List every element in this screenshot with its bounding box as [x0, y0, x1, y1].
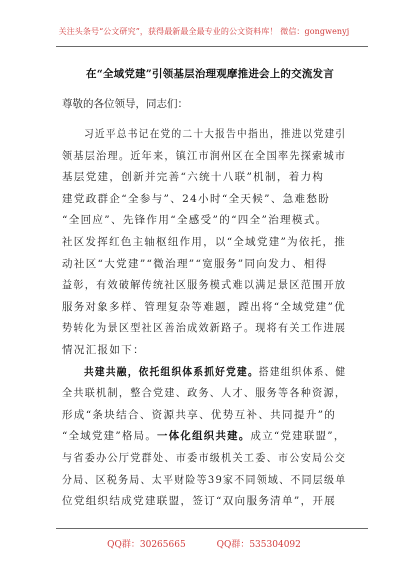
body-line — [62, 472, 346, 487]
section-heading: 共建共融，依托组织体系抓好党建。 — [84, 365, 259, 378]
body-line — [62, 148, 346, 163]
body-text: 全共联机制，整合党建、政务、人才、服务等各种资源， — [62, 387, 347, 400]
body-line — [62, 428, 346, 443]
body-text: 情况汇报如下： — [62, 344, 145, 356]
body-line — [84, 364, 346, 379]
body-line — [84, 126, 346, 141]
footer-qq-group-1: QQ群：30265665 — [107, 540, 186, 550]
body-text: 位党组织结成党建联盟，签订“双向服务清单”，开展 — [62, 495, 337, 508]
body-line — [62, 450, 346, 465]
document-title: 在“全域党建”引领基层治理观摩推进会上的交流发言 — [86, 68, 334, 80]
footer-qq-group-2: QQ群：535304092 — [216, 540, 301, 550]
body-text: 益彰，有效破解传统社区服务模式难以满足景区范围开放 — [62, 279, 347, 292]
body-line — [62, 212, 327, 227]
body-text: 分局、区税务局、太平财险等39家不同领域、不同层级单 — [62, 473, 347, 486]
body-text: 领基层治理。近年来，镇江市润州区在全国率先探索城市 — [62, 149, 347, 162]
body-text: “全回应”、先锋作用“全感受”的“四全”治理模式。 — [62, 214, 328, 227]
body-text: 势转化为景区型社区善治成效新路子。现将有关工作进展 — [62, 322, 347, 335]
body-text: 成立“党建联盟”， — [250, 430, 346, 443]
body-line — [62, 385, 346, 400]
body-line — [62, 320, 346, 335]
salutation: 尊敬的各位领导，同志们： — [62, 98, 188, 110]
header-divider — [56, 46, 368, 47]
body-line — [62, 169, 324, 184]
body-line — [62, 299, 346, 314]
footer-divider — [56, 528, 368, 529]
body-text: 动社区“大党建”“微治理”“宽服务”同向发力、相得 — [62, 257, 328, 270]
body-text: 基层党建，创新并完善“六统十八联”机制，着力构 — [62, 171, 325, 184]
body-text: 习近平总书记在党的二十大报告中指出，推进以党建引 — [84, 128, 347, 140]
body-text: 建党政群企“全参与”、24小时“全天候”、急难愁盼 — [62, 192, 331, 205]
body-line — [62, 234, 346, 249]
page-header: 关注头条号“公文研究”，获得最新最全最专业的公文资料库！ 微信：gongwenyj — [58, 27, 350, 36]
body-line — [62, 342, 145, 357]
subsection-heading: 一体化组织共建。 — [157, 430, 251, 443]
body-line — [62, 256, 327, 271]
page-footer — [0, 537, 408, 550]
body-line — [62, 493, 336, 508]
body-text: 社区发挥红色主轴枢纽作用，以“全域党建”为依托，推 — [62, 236, 346, 248]
body-line — [62, 277, 346, 292]
body-text: 搭建组织体系、健 — [258, 365, 347, 378]
body-text: 与省委办公厅党群处、市委市级机关工委、市公安局公交 — [62, 452, 347, 464]
body-text: 服务对象多样、管理复杂等难题，蹚出将“全域党建”优 — [62, 300, 346, 313]
body-text: 形成“条块结合、资源共享、优势互补、共同提升”的 — [62, 408, 337, 421]
body-line — [62, 191, 330, 206]
body-text: “全域党建”格局。 — [62, 430, 158, 443]
body-line — [62, 407, 336, 422]
